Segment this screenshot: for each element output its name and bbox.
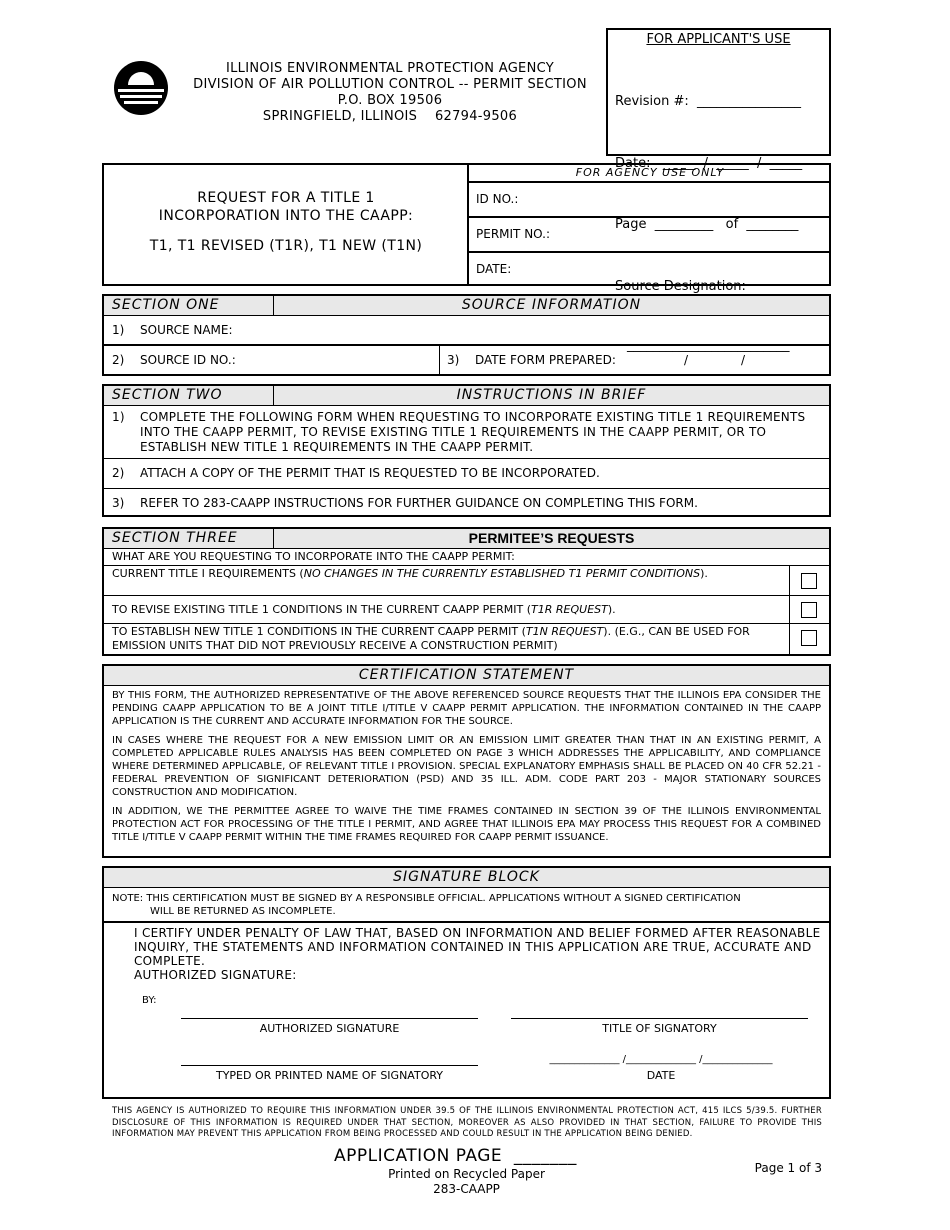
- application-page-label[interactable]: APPLICATION PAGE _______: [334, 1146, 577, 1166]
- section-three-label: SECTION THREE: [112, 530, 238, 546]
- instruction-item: [104, 406, 829, 459]
- section-one-title: SOURCE INFORMATION: [461, 297, 642, 313]
- request-header-box: [102, 163, 831, 286]
- source-id-row: [104, 346, 829, 374]
- source-id-label[interactable]: SOURCE ID NO.:: [140, 353, 236, 367]
- request-line2: INCORPORATION INTO THE CAAPP:: [158, 208, 414, 224]
- option-current-checkbox[interactable]: [801, 573, 817, 589]
- source-designation-field[interactable]: _________________________: [627, 338, 790, 353]
- section-three-title: PERMITEE’S REQUESTS: [468, 530, 635, 546]
- option-new-checkbox[interactable]: [801, 630, 817, 646]
- instruction-number: 1): [112, 410, 125, 424]
- instruction-text: ATTACH A COPY OF THE PERMIT THAT IS REQUESTED TO BE INCORPORATED.: [140, 466, 600, 480]
- q1-number: 1): [112, 323, 125, 337]
- id-no-label: ID NO.:: [476, 192, 519, 206]
- request-title: [104, 189, 468, 255]
- certification-header: CERTIFICATION STATEMENT: [104, 666, 829, 686]
- authorized-signature-line[interactable]: [181, 1018, 478, 1019]
- note-line-2: WILL BE RETURNED AS INCOMPLETE.: [150, 906, 336, 917]
- option-new-note: T1N REQUEST: [525, 625, 604, 638]
- signature-header: SIGNATURE BLOCK: [104, 868, 829, 888]
- q3-number: 3): [447, 353, 460, 367]
- agency-city: SPRINGFIELD, ILLINOIS 62794-9506: [262, 109, 518, 124]
- option-revise-text: TO REVISE EXISTING TITLE 1 CONDITIONS IN THE CURRENT CAAPP PERMIT (: [112, 603, 532, 616]
- date-slash-1: /: [684, 353, 689, 367]
- agency-use-title: FOR AGENCY USE ONLY: [469, 165, 831, 183]
- option-current-end: ).: [700, 567, 708, 580]
- title-of-signatory-caption: TITLE OF SIGNATORY: [602, 1022, 717, 1035]
- footer-disclaimer: THIS AGENCY IS AUTHORIZED TO REQUIRE THIS INFORMATION UNDER 39.5 OF THE ILLINOIS ENVIRONMENTAL PROTECTION ACT, 415 ILCS 5/39.5. FURTHER DISCLOSURE OF THIS INFORMATION IS REQUIRED UNDER THAT SECTION, MOREOVER AS ALSO PROVIDED IN THAT SECTION, FAILURE TO PROVIDE THIS INFORMATION MAY PREVENT THIS APPLICATION FROM BEING PROCESSED AND COULD RESULT IN THE APPLICATION BEING DENIED.: [112, 1106, 822, 1139]
- certify-statement: I CERTIFY UNDER PENALTY OF LAW THAT, BASED ON INFORMATION AND BELIEF FORMED AFTER REASONABLE INQUIRY, THE STATEMENTS AND INFORMATION CONTAINED IN THIS APPLICATION ARE TRUE, ACCURATE AND COMPLETE.: [134, 926, 821, 968]
- section-one-header: [104, 296, 829, 316]
- request-line1: REQUEST FOR A TITLE 1: [197, 190, 375, 206]
- id-no-field[interactable]: [469, 183, 831, 218]
- agency-use-panel: [467, 165, 831, 284]
- option-revise-row: [104, 596, 829, 624]
- certification-paragraph: IN CASES WHERE THE REQUEST FOR A NEW EMISSION LIMIT OR AN EMISSION LIMIT GREATER THAN THAT IN AN EXISTING PERMIT, A COMPLETED APPLICABLE RULES ANALYSIS HAS BEEN COMPLETED ON PAGE 3 WHICH ADDRESSES THE APPLICABILITY, AND COMPLIANCE WHERE DETERMINED APPLICABLE, OF RELEVANT TITLE I PROVISION. SPECIAL EXPLANATORY EMPHASIS SHALL BE PLACED ON 40 CFR 52.21 - FEDERAL PREVENTION OF SIGNIFICANT DETERIORATION (PSD) AND 35 ILL. ADM. CODE PART 203 - MAJOR STATIONARY SOURCES CONSTRUCTION AND MODIFICATION.: [112, 735, 821, 798]
- instruction-number: 2): [112, 466, 125, 480]
- option-new-end: ). (E.G., CAN BE USED FOR EMISSION UNITS THAT DID NOT PREVIOUSLY RECEIVE A CONSTRUCTION PERMIT): [112, 625, 750, 652]
- signature-block: [102, 866, 831, 1099]
- source-designation-label: Source Designation:: [615, 278, 746, 294]
- section-three: [102, 527, 831, 656]
- authorized-signature-caption: AUTHORIZED SIGNATURE: [259, 1022, 400, 1035]
- section-two-title: INSTRUCTIONS IN BRIEF: [456, 387, 647, 403]
- signature-date-caption: DATE: [646, 1069, 676, 1082]
- certification-paragraph: IN ADDITION, WE THE PERMITTEE AGREE TO WAIVE THE TIME FRAMES CONTAINED IN SECTION 39 OF THE ILLINOIS ENVIRONMENTAL PROTECTION ACT FOR PROCESSING OF THE TITLE I PERMIT, AND AGREE THAT ILLINOIS EPA MAY PROCESS THIS REQUEST FOR A COMBINED TITLE I/TITLE V CAAPP PERMIT WITHIN THE TIME FRAMES REQUIRED FOR CAAPP PERMIT ISSUANCE.: [112, 806, 821, 843]
- authorized-signature-label: AUTHORIZED SIGNATURE:: [134, 968, 297, 982]
- instruction-text: REFER TO 283-CAAPP INSTRUCTIONS FOR FURTHER GUIDANCE ON COMPLETING THIS FORM.: [140, 496, 698, 510]
- section-three-header: [104, 529, 829, 549]
- note-line-1: NOTE: THIS CERTIFICATION MUST BE SIGNED BY A RESPONSIBLE OFFICIAL. APPLICATIONS WITHOUT A SIGNED CERTIFICATION: [112, 893, 741, 904]
- form-id: 283-CAAPP: [433, 1182, 500, 1196]
- date-slash-2: /: [741, 353, 746, 367]
- option-revise-end: ).: [607, 603, 616, 616]
- option-revise-note: T1R REQUEST: [531, 603, 608, 616]
- option-current-text: CURRENT TITLE I REQUIREMENTS (: [112, 567, 304, 580]
- option-revise-checkbox[interactable]: [801, 602, 817, 618]
- agency-pobox: P.O. BOX 19506: [337, 93, 443, 108]
- page-number: Page 1 of 3: [754, 1161, 822, 1175]
- applicant-date-field[interactable]: Date: _____ / _____ / _____: [615, 155, 803, 171]
- section-two-header: [104, 386, 829, 406]
- recycled-paper-note: Printed on Recycled Paper: [388, 1167, 545, 1181]
- agency-date-label: DATE:: [476, 262, 512, 276]
- revision-field[interactable]: Revision #: ________________: [615, 94, 801, 109]
- section-two: [102, 384, 831, 517]
- request-line3: T1, T1 REVISED (T1R), T1 NEW (T1N): [149, 238, 423, 254]
- section-one-label: SECTION ONE: [112, 297, 220, 313]
- agency-division: DIVISION OF AIR POLLUTION CONTROL -- PERMIT SECTION: [193, 77, 587, 92]
- certification-paragraph: BY THIS FORM, THE AUTHORIZED REPRESENTATIVE OF THE ABOVE REFERENCED SOURCE REQUESTS THAT THE ILLINOIS EPA CONSIDER THE PENDING CAAPP APPLICATION TO BE A JOINT TITLE I/TITLE V CAAPP PERMIT APPLICATION. THE INFORMATION CONTAINED IN THE CAAPP APPLICATION IS THE CURRENT AND ACCURATE INFORMATION FOR THE SOURCE.: [112, 690, 821, 727]
- source-name-row[interactable]: [104, 316, 829, 346]
- request-question: WHAT ARE YOU REQUESTING TO INCORPORATE INTO THE CAAPP PERMIT:: [104, 549, 829, 566]
- permit-no-label: PERMIT NO.:: [476, 227, 550, 241]
- title-of-signatory-line[interactable]: [511, 1018, 808, 1019]
- date-prepared-label[interactable]: DATE FORM PREPARED:: [475, 353, 616, 367]
- applicant-use-title: FOR APPLICANT'S USE: [646, 32, 791, 47]
- signature-date-line[interactable]: ______________ /______________ /______________: [549, 1054, 773, 1065]
- source-name-label: SOURCE NAME:: [140, 323, 233, 337]
- instruction-number: 3): [112, 496, 125, 510]
- printed-name-line[interactable]: [181, 1065, 478, 1066]
- instruction-item: [104, 489, 829, 517]
- option-new-text: TO ESTABLISH NEW TITLE 1 CONDITIONS IN THE CURRENT CAAPP PERMIT (: [112, 625, 526, 638]
- instruction-text: COMPLETE THE FOLLOWING FORM WHEN REQUESTING TO INCORPORATE EXISTING TITLE 1 REQUIREMENTS INTO THE CAAPP PERMIT, TO REVISE EXISTING TITLE 1 REQUIREMENTS IN THE CAAPP PERMIT, OR TO ESTABLISH NEW TITLE 1 REQUIREMENTS IN THE CAAPP PERMIT.: [140, 410, 806, 454]
- certification-statement: [102, 664, 831, 858]
- agency-header: [180, 61, 600, 125]
- section-one: [102, 294, 831, 376]
- agency-date-field[interactable]: [469, 253, 831, 286]
- certify-text: [134, 926, 824, 982]
- agency-name: ILLINOIS ENVIRONMENTAL PROTECTION AGENCY: [225, 61, 554, 76]
- page-of-field[interactable]: Page _________ of ________: [615, 217, 799, 232]
- by-label: BY:: [142, 995, 157, 1006]
- option-new-row: [104, 624, 829, 654]
- option-current-note: NO CHANGES IN THE CURRENTLY ESTABLISHED T1 PERMIT CONDITIONS: [303, 567, 701, 580]
- agency-logo: [112, 59, 170, 117]
- q2-number: 2): [112, 353, 125, 367]
- signature-note: [104, 888, 829, 923]
- instruction-item: [104, 459, 829, 489]
- section-two-label: SECTION TWO: [112, 387, 223, 403]
- permit-no-field[interactable]: [469, 218, 831, 253]
- printed-name-caption: TYPED OR PRINTED NAME OF SIGNATORY: [215, 1069, 444, 1082]
- option-current-row: [104, 566, 829, 596]
